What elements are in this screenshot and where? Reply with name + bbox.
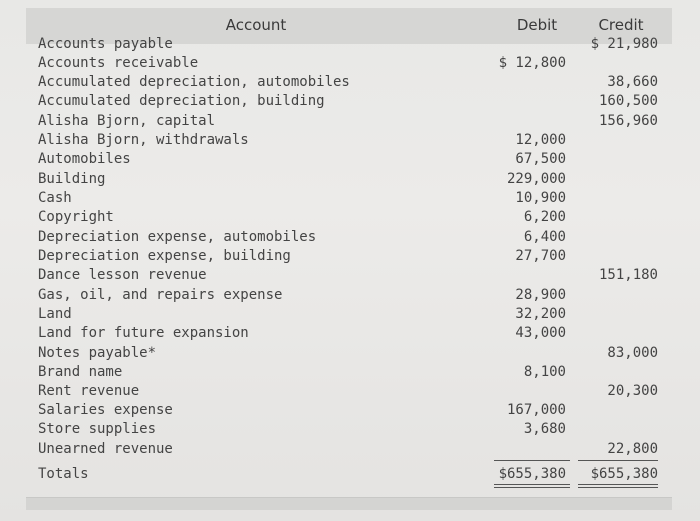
debit-amount: 167,000 bbox=[506, 402, 566, 418]
account-name: Accounts payable bbox=[38, 36, 173, 52]
credit-amount: $ 21,980 bbox=[590, 36, 658, 52]
table-row bbox=[0, 345, 700, 364]
account-name: Alisha Bjorn, withdrawals bbox=[38, 132, 249, 148]
account-name: Land for future expansion bbox=[38, 325, 249, 341]
debit-underline bbox=[494, 460, 570, 461]
debit-column-header: Debit bbox=[516, 16, 558, 34]
account-name: Rent revenue bbox=[38, 383, 140, 399]
account-name: Cash bbox=[38, 190, 72, 206]
credit-amount: 160,500 bbox=[598, 93, 658, 109]
account-name: Brand name bbox=[38, 364, 123, 380]
debit-amount: 67,500 bbox=[515, 151, 566, 167]
account-name: Automobiles bbox=[38, 151, 131, 167]
table-row bbox=[0, 113, 700, 132]
credit-underline bbox=[578, 460, 658, 461]
credit-total: $655,380 bbox=[590, 466, 658, 482]
debit-amount: 3,680 bbox=[523, 421, 566, 437]
table-row bbox=[0, 441, 700, 460]
account-name: Dance lesson revenue bbox=[38, 267, 207, 283]
credit-amount: 38,660 bbox=[607, 74, 658, 90]
debit-amount: $ 12,800 bbox=[498, 55, 566, 71]
account-name: Notes payable* bbox=[38, 345, 157, 361]
debit-amount: 12,000 bbox=[515, 132, 566, 148]
table-row bbox=[0, 402, 700, 421]
table-row bbox=[0, 383, 700, 402]
debit-amount: 10,900 bbox=[515, 190, 566, 206]
debit-amount: 32,200 bbox=[515, 306, 566, 322]
totals-label: Totals bbox=[38, 466, 89, 482]
credit-amount: 20,300 bbox=[607, 383, 658, 399]
account-name: Accumulated depreciation, building bbox=[38, 93, 325, 109]
credit-total-double-underline-1 bbox=[578, 484, 658, 485]
credit-amount: 151,180 bbox=[598, 267, 658, 283]
credit-amount: 156,960 bbox=[598, 113, 658, 129]
account-name: Land bbox=[38, 306, 72, 322]
debit-amount: 43,000 bbox=[515, 325, 566, 341]
credit-column-header: Credit bbox=[598, 16, 644, 34]
account-name: Salaries expense bbox=[38, 402, 173, 418]
table-row bbox=[0, 421, 700, 440]
account-name: Depreciation expense, automobiles bbox=[38, 229, 317, 245]
debit-amount: 6,400 bbox=[523, 229, 566, 245]
table-row bbox=[0, 171, 700, 190]
account-column-header: Account bbox=[225, 16, 287, 34]
table-row bbox=[0, 93, 700, 112]
account-name: Copyright bbox=[38, 209, 114, 225]
credit-total-double-underline-2 bbox=[578, 487, 658, 488]
table-row bbox=[0, 306, 700, 325]
totals-row bbox=[0, 466, 700, 485]
account-name: Building bbox=[38, 171, 106, 187]
account-name: Unearned revenue bbox=[38, 441, 173, 457]
debit-total: $655,380 bbox=[498, 466, 566, 482]
table-row bbox=[0, 229, 700, 248]
debit-amount: 6,200 bbox=[523, 209, 566, 225]
debit-amount: 8,100 bbox=[523, 364, 566, 380]
account-name: Depreciation expense, building bbox=[38, 248, 291, 264]
account-name: Accounts receivable bbox=[38, 55, 199, 71]
table-row bbox=[0, 364, 700, 383]
table-row bbox=[0, 36, 700, 55]
credit-amount: 83,000 bbox=[607, 345, 658, 361]
table-row bbox=[0, 151, 700, 170]
table-row bbox=[0, 287, 700, 306]
table-row bbox=[0, 209, 700, 228]
debit-total-double-underline-1 bbox=[494, 484, 570, 485]
account-name: Accumulated depreciation, automobiles bbox=[38, 74, 350, 90]
table-row bbox=[0, 190, 700, 209]
debit-amount: 229,000 bbox=[506, 171, 566, 187]
bottom-strip bbox=[26, 497, 672, 510]
debit-amount: 27,700 bbox=[515, 248, 566, 264]
table-row bbox=[0, 74, 700, 93]
account-name: Alisha Bjorn, capital bbox=[38, 113, 216, 129]
table-row bbox=[0, 325, 700, 344]
debit-total-double-underline-2 bbox=[494, 487, 570, 488]
debit-amount: 28,900 bbox=[515, 287, 566, 303]
credit-amount: 22,800 bbox=[607, 441, 658, 457]
table-row bbox=[0, 55, 700, 74]
table-row bbox=[0, 267, 700, 286]
account-name: Gas, oil, and repairs expense bbox=[38, 287, 283, 303]
table-row bbox=[0, 248, 700, 267]
account-name: Store supplies bbox=[38, 421, 157, 437]
table-row bbox=[0, 132, 700, 151]
